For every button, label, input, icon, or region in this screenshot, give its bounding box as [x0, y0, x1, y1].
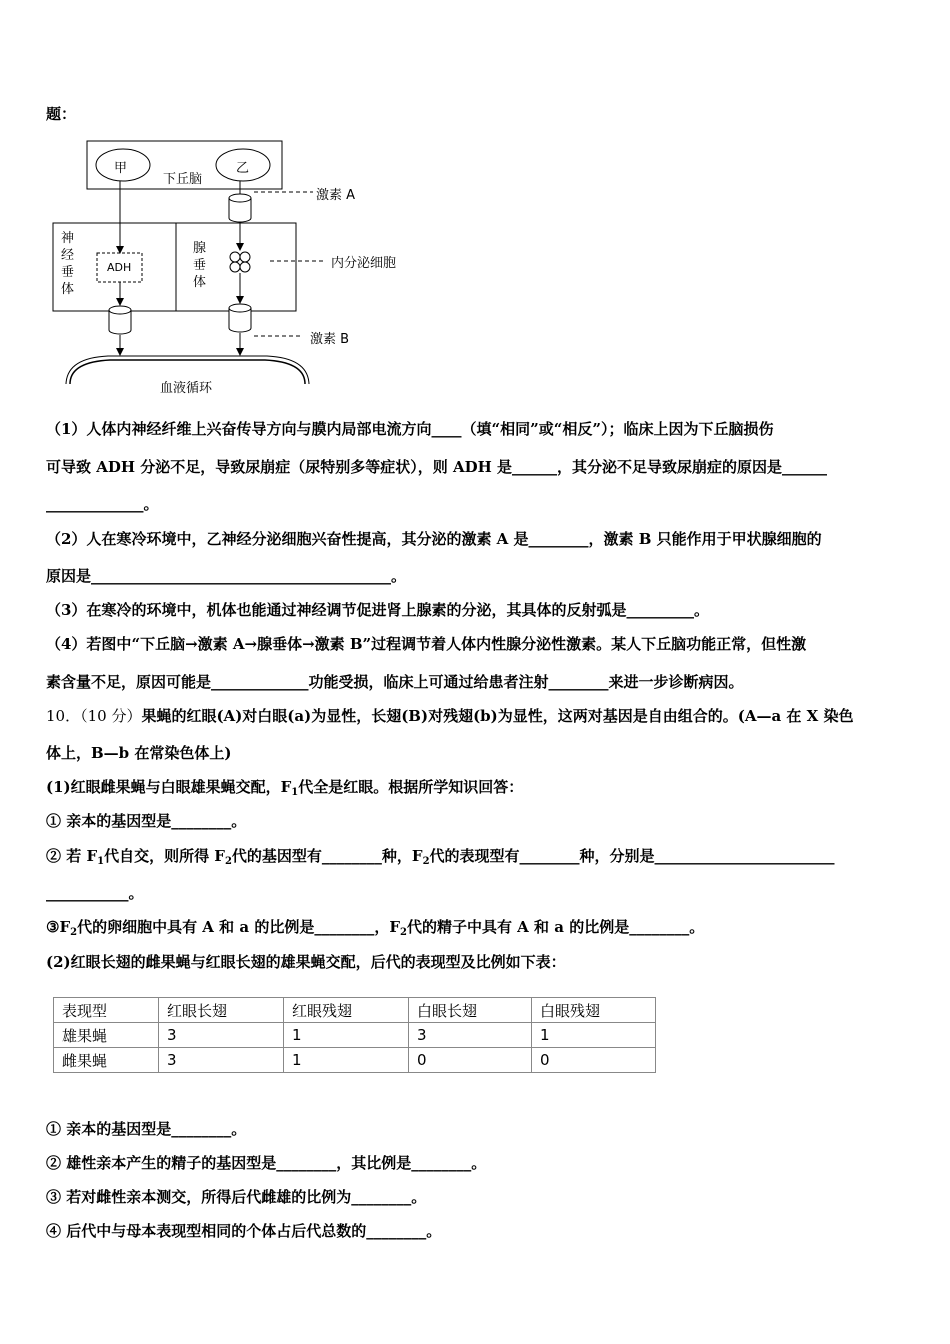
- table-cell: 0: [532, 1048, 656, 1073]
- label-hormone-b: 激素 B: [310, 332, 350, 347]
- q10-part1-s1: ① 亲本的基因型是________。: [46, 812, 247, 830]
- vessel-left-icon: [109, 306, 131, 334]
- label-neurohypophysis: 神 经 垂 体: [61, 231, 75, 297]
- label-hypothalamus: 下丘脑: [163, 172, 203, 187]
- hypothalamus-pituitary-diagram: [40, 130, 460, 400]
- table-header: 白眼残翅: [532, 998, 656, 1023]
- q9-part1-line2: 可导致 ADH 分泌不足，导致尿崩症（尿特别多等症状），则 ADH 是______，其分泌不足导致尿崩症的原因是______: [46, 458, 828, 476]
- label-yi: 乙: [236, 161, 250, 176]
- table-cell: 1: [284, 1023, 409, 1048]
- q10-number: 10．（10 分）: [46, 707, 142, 725]
- pituitary-box: [53, 223, 296, 311]
- q10-part2-t4: ④ 后代中与母本表现型相同的个体占后代总数的________。: [46, 1222, 442, 1240]
- q9-part1-line3: _____________。: [46, 495, 159, 513]
- table-cell: 雄果蝇: [54, 1023, 159, 1048]
- q10-part2-t1: ① 亲本的基因型是________。: [46, 1120, 247, 1138]
- table-row: [54, 1048, 656, 1073]
- q9-part2-line2: 原因是________________________________________。: [46, 567, 407, 585]
- label-jia: 甲: [114, 161, 128, 176]
- vessel-top-icon: [229, 194, 251, 222]
- table-header: 红眼长翅: [159, 998, 284, 1023]
- label-endocrine-cell: 内分泌细胞: [331, 256, 397, 271]
- label-adh: ADH: [107, 261, 132, 274]
- q10-intro-line1: 10．（10 分）果蝇的红眼(A)对白眼(a)为显性，长翅(B)对残翅(b)为显性，这两对基因是自由组合的。(A—a 在 X 染色: [46, 707, 854, 725]
- table-cell: 雌果蝇: [54, 1048, 159, 1073]
- vessel-bottom-icon: [229, 304, 251, 332]
- table-cell: 0: [409, 1048, 532, 1073]
- table-cell: 1: [532, 1023, 656, 1048]
- q10-part1-s2-cont: ___________。: [46, 884, 144, 902]
- q9-part2-line1: （2）人在寒冷环境中，乙神经分泌细胞兴奋性提高，其分泌的激素 A 是________，激素 B 只能作用于甲状腺细胞的: [46, 530, 822, 548]
- table-row: [54, 1023, 656, 1048]
- table-header-row: [54, 998, 656, 1023]
- table-header: 红眼残翅: [284, 998, 409, 1023]
- table-header: 白眼长翅: [409, 998, 532, 1023]
- table-cell: 1: [284, 1048, 409, 1073]
- q10-part1-heading: (1)红眼雌果蝇与白眼雄果蝇交配，$F_1$代全是红眼。根据所学知识回答：: [46, 778, 524, 798]
- q10-part1-s2: ② 若 $F_1$代自交，则所得 $F_2$代的基因型有________种，$F_2$代的表现型有________种，分别是________________________: [46, 847, 835, 867]
- endocrine-cells-icon: [230, 252, 250, 272]
- label-adenohypophysis: 腺 垂 体: [193, 241, 207, 290]
- q10-part2-t3: ③ 若对雌性亲本测交，所得后代雌雄的比例为________。: [46, 1188, 427, 1206]
- q9-part4-line2: 素含量不足，原因可能是_____________功能受损，临床上可通过给患者注射________来进一步诊断病因。: [46, 673, 744, 691]
- label-hormone-a: 激素 A: [316, 188, 356, 203]
- q9-part4-line1: （4）若图中“下丘脑→激素 A→腺垂体→激素 B”过程调节着人体内性腺分泌性激素。某人下丘脑功能正常，但性激: [46, 635, 807, 653]
- q10-intro-line2: 体上，B—b 在常染色体上): [46, 744, 232, 762]
- q10-part2-heading: (2)红眼长翅的雌果蝇与红眼长翅的雄果蝇交配，后代的表现型及比例如下表：: [46, 953, 566, 971]
- q10-part1-s3: $③F_2$代的卵细胞中具有 A 和 a 的比例是________，$F_2$代的精子中具有 A 和 a 的比例是________。: [46, 918, 705, 938]
- q9-part1-line1: （1）人体内神经纤维上兴奋传导方向与膜内局部电流方向____（填“相同”或“相反”）；临床上因为下丘脑损伤: [46, 420, 774, 438]
- table-cell: 3: [159, 1048, 284, 1073]
- q9-part3: （3）在寒冷的环境中，机体也能通过神经调节促进肾上腺素的分泌，其具体的反射弧是_________。: [46, 601, 709, 619]
- table-cell: 3: [159, 1023, 284, 1048]
- table-header: 表现型: [54, 998, 159, 1023]
- label-blood-circulation: 血液循环: [160, 381, 213, 396]
- offspring-phenotype-table: [53, 997, 656, 1073]
- table-cell: 3: [409, 1023, 532, 1048]
- q10-part2-t2: ② 雄性亲本产生的精子的基因型是________，其比例是________。: [46, 1154, 487, 1172]
- page-title: 题：: [46, 105, 77, 123]
